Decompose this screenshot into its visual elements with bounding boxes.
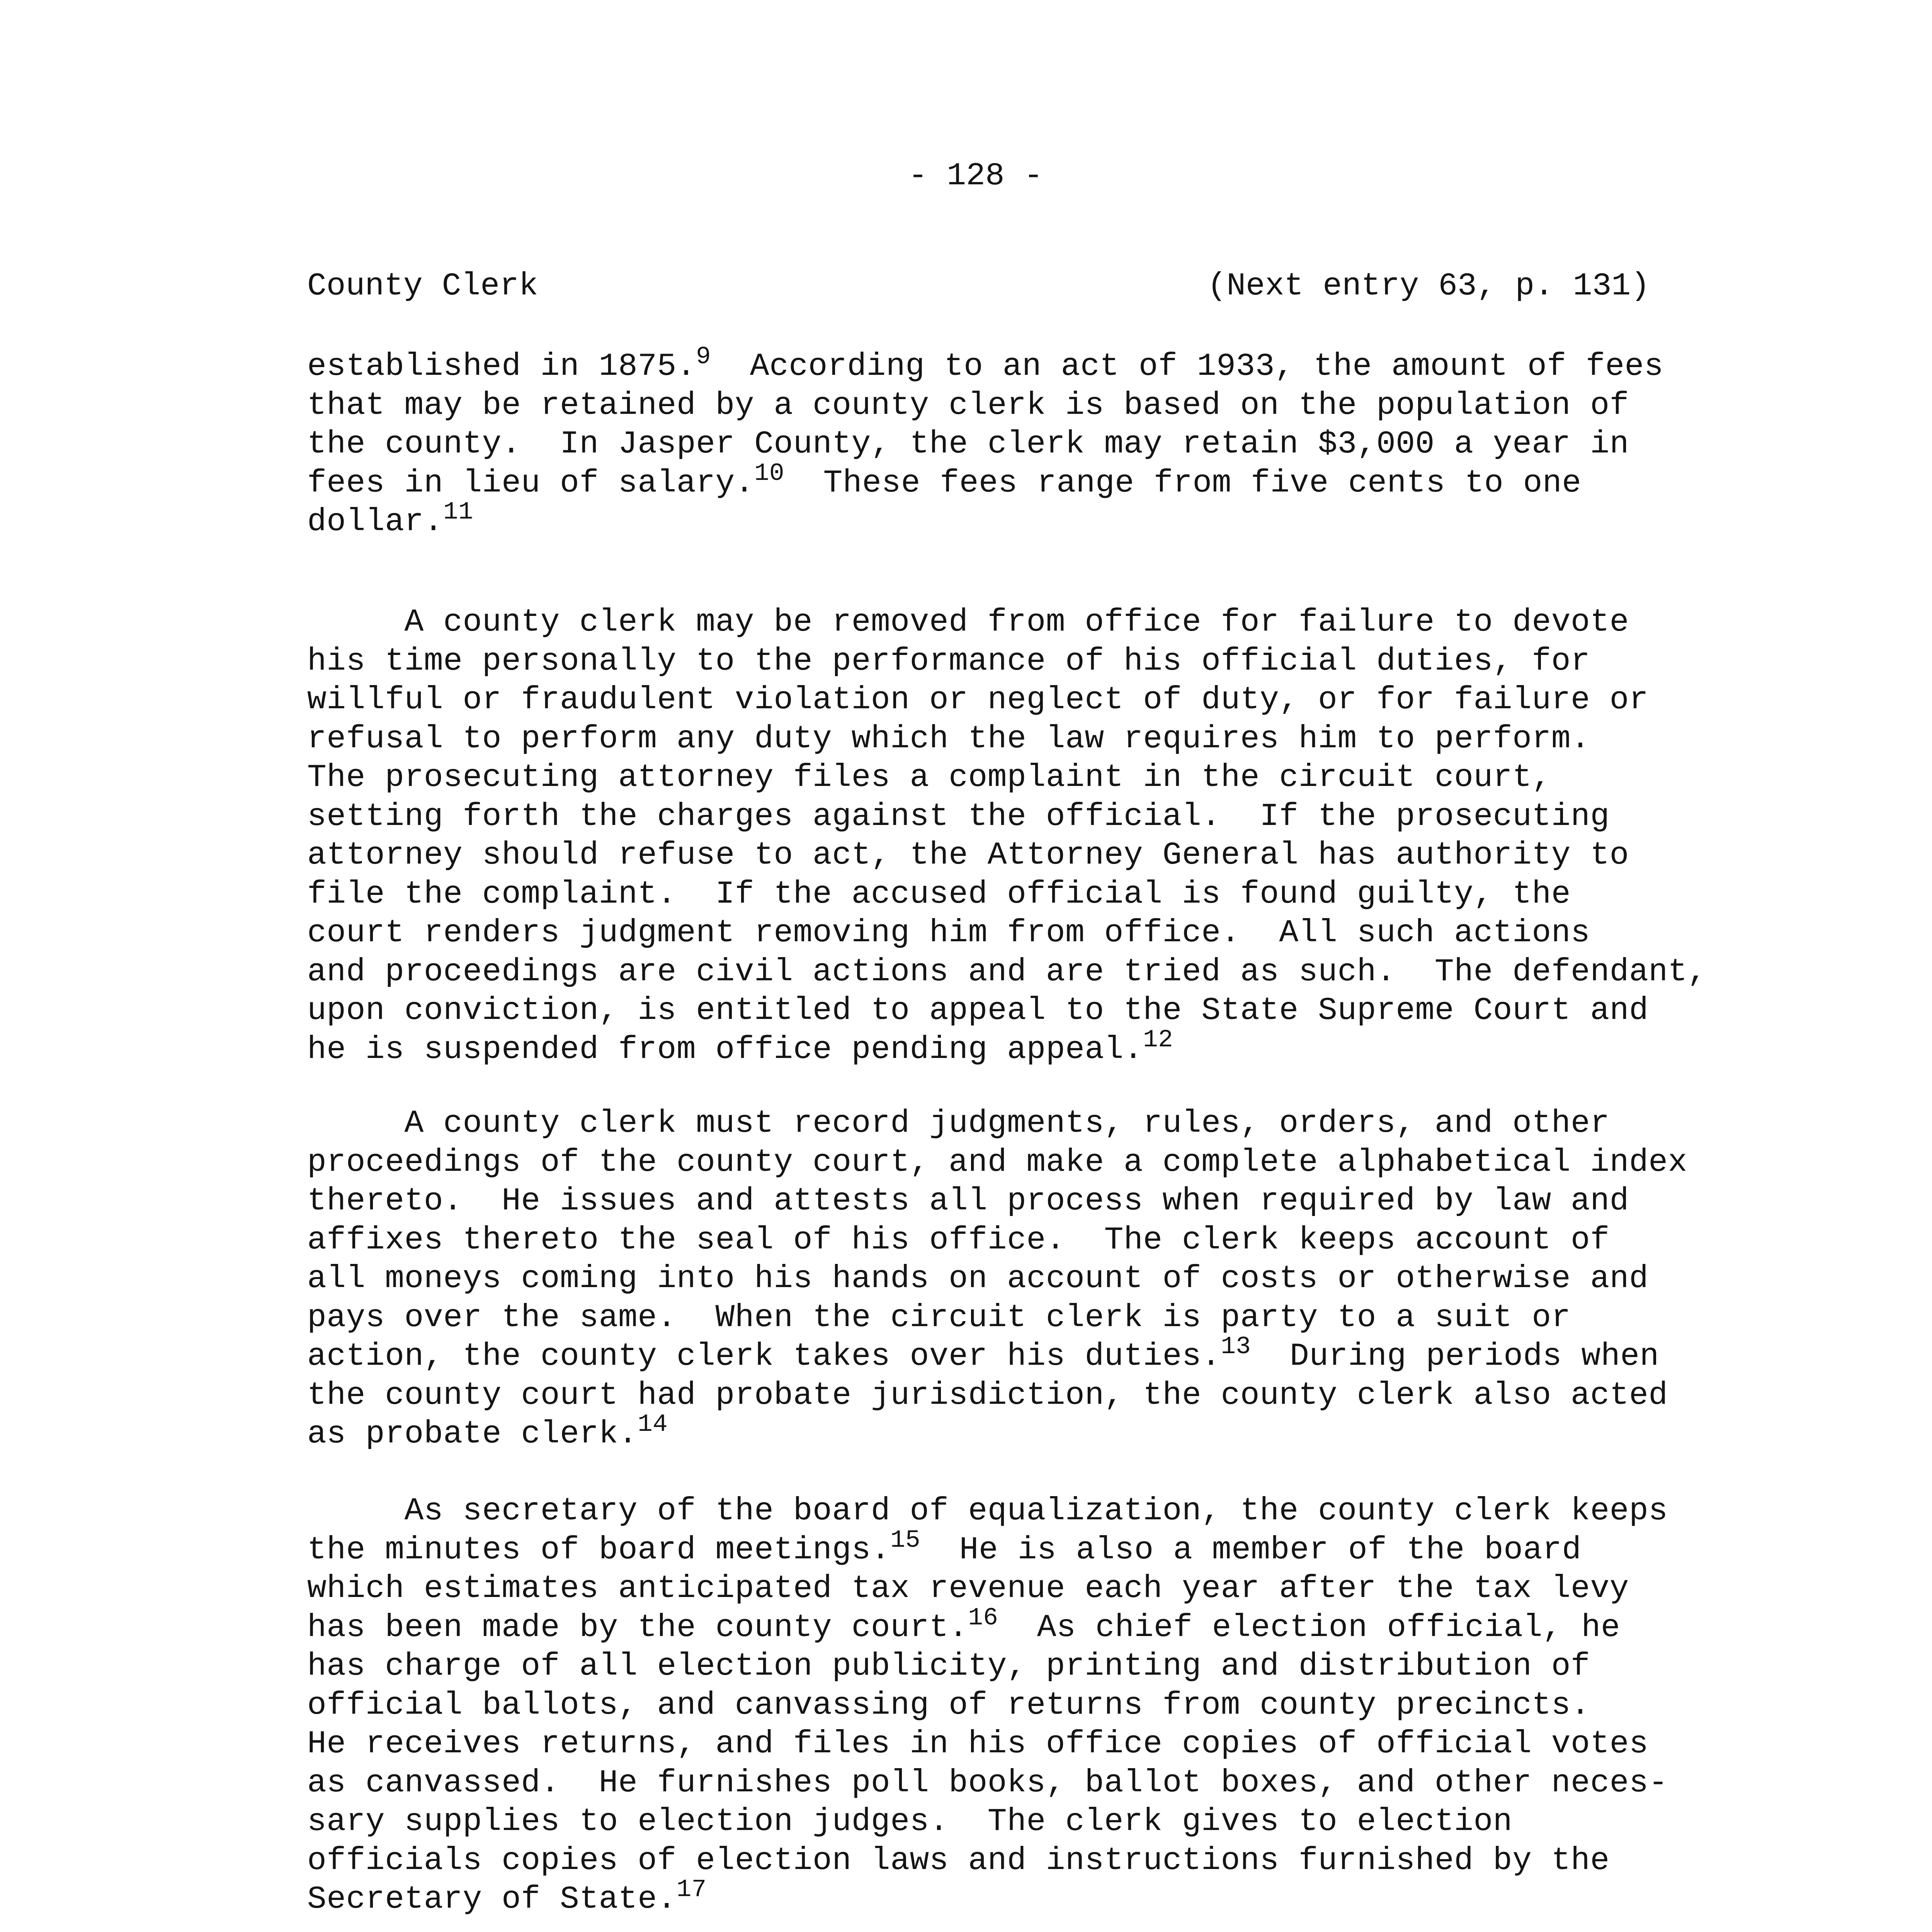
body-line: [307, 952, 1707, 991]
text-run: The prosecuting attorney files a complaint in the circuit court,: [307, 759, 1551, 796]
body-line: [307, 1841, 1610, 1880]
body-line: [307, 1182, 1629, 1220]
body-line: [307, 680, 1648, 719]
body-line: [307, 1686, 1590, 1725]
body-line: [307, 1104, 1610, 1143]
body-line: [307, 343, 1664, 386]
body-line: [307, 1492, 1668, 1530]
text-run: has been made by the county court.: [307, 1609, 968, 1646]
text-run: as probate clerk.: [307, 1416, 638, 1452]
body-line: [307, 836, 1629, 874]
text-run: setting forth the charges against the official. If the prosecuting: [307, 798, 1610, 835]
text-run: As chief election official, he: [998, 1609, 1621, 1646]
footnote-reference: 16: [968, 1604, 998, 1632]
body-line: [307, 875, 1571, 913]
text-run: and proceedings are civil actions and are tried as such. The defendant,: [307, 953, 1707, 990]
footnote-reference: 9: [696, 343, 711, 371]
text-run: thereto. He issues and attests all process when required by law and: [307, 1183, 1629, 1219]
text-run: official ballots, and canvassing of returns from county precincts.: [307, 1687, 1590, 1723]
body-line: [307, 1647, 1590, 1685]
body-line: [307, 1221, 1610, 1259]
body-line: [307, 1526, 1582, 1569]
footnote-reference: 14: [638, 1411, 668, 1439]
text-run: dollar.: [307, 503, 444, 540]
text-run: his time personally to the performance of his official duties, for: [307, 643, 1590, 679]
text-run: has charge of all election publicity, printing and distribution of: [307, 1648, 1590, 1684]
text-run: refusal to perform any duty which the law requires him to perform.: [307, 720, 1590, 757]
body-line: [307, 1725, 1648, 1763]
text-run: proceedings of the county court, and make a complete alphabetical index: [307, 1144, 1687, 1180]
text-run: upon conviction, is entitled to appeal to the State Supreme Court and: [307, 992, 1649, 1029]
text-run: affixes thereto the seal of his office. The clerk keeps account of: [307, 1221, 1610, 1258]
text-run: the minutes of board meetings.: [307, 1531, 891, 1568]
text-run: Secretary of State.: [307, 1881, 677, 1917]
text-run: attorney should refuse to act, the Attorney General has authority to: [307, 837, 1629, 873]
page-number: - 128 -: [908, 158, 1043, 194]
body-line: [307, 459, 1582, 502]
text-run: as canvassed. He furnishes poll books, ballot boxes, and other neces-: [307, 1764, 1668, 1801]
text-run: officials copies of election laws and instructions furnished by the: [307, 1842, 1610, 1879]
text-run: file the complaint. If the accused official is found guilty, the: [307, 876, 1571, 912]
body-line: [307, 603, 1629, 641]
text-run: he is suspended from office pending appeal.: [307, 1031, 1143, 1068]
body-line: [307, 1333, 1659, 1376]
body-line: [307, 1298, 1571, 1337]
text-run: He is also a member of the board: [920, 1531, 1582, 1568]
body-line: [307, 425, 1629, 463]
cross-reference: (Next entry 63, p. 131): [1207, 268, 1650, 304]
text-run: all moneys coming into his hands on account of costs or otherwise and: [307, 1260, 1649, 1297]
text-run: A county clerk must record judgments, rules, orders, and other: [307, 1105, 1610, 1141]
text-run: which estimates anticipated tax revenue each year after the tax levy: [307, 1570, 1629, 1607]
text-run: fees in lieu of salary.: [307, 464, 755, 501]
body-line: [307, 913, 1590, 952]
text-run: willful or fraudulent violation or neglect of duty, or for failure or: [307, 682, 1649, 718]
text-run: that may be retained by a county clerk is based on the population of: [307, 387, 1629, 423]
text-run: established in 1875.: [307, 348, 696, 384]
text-run: As secretary of the board of equalization, the county clerk keeps: [307, 1493, 1668, 1529]
text-run: During periods when: [1251, 1338, 1659, 1374]
footnote-reference: 10: [754, 459, 784, 488]
body-line: [307, 1876, 707, 1918]
text-run: pays over the same. When the circuit clerk is party to a suit or: [307, 1299, 1571, 1336]
footnote-reference: 17: [676, 1876, 707, 1904]
text-run: the county. In Jasper County, the clerk may retain $3,000 a year in: [307, 426, 1629, 462]
body-line: [307, 1764, 1668, 1802]
text-run: sary supplies to election judges. The clerk gives to election: [307, 1803, 1513, 1840]
body-line: [307, 1569, 1629, 1608]
body-line: [307, 1376, 1668, 1415]
body-line: [307, 1411, 668, 1453]
footnote-reference: 15: [890, 1526, 921, 1554]
body-line: [307, 991, 1648, 1030]
body-line: [307, 386, 1629, 425]
body-line: [307, 1259, 1648, 1298]
text-run: action, the county clerk takes over his duties.: [307, 1338, 1221, 1374]
body-line: [307, 797, 1610, 836]
footnote-reference: 13: [1221, 1333, 1251, 1361]
section-title: County Clerk: [307, 268, 538, 304]
footnote-reference: 12: [1143, 1026, 1173, 1054]
body-line: [307, 1143, 1687, 1182]
text-run: These fees range from five cents to one: [784, 464, 1582, 501]
footnote-reference: 11: [443, 498, 473, 526]
body-line: [307, 1604, 1621, 1647]
body-line: [307, 642, 1590, 680]
text-run: A county clerk may be removed from office for failure to devote: [307, 604, 1629, 640]
text-run: He receives returns, and files in his office copies of official votes: [307, 1726, 1649, 1762]
body-line: [307, 1802, 1512, 1841]
body-line: [307, 1026, 1173, 1069]
text-run: According to an act of 1933, the amount of fees: [711, 348, 1664, 384]
text-run: the county court had probate jurisdiction, the county clerk also acted: [307, 1377, 1668, 1413]
text-run: court renders judgment removing him from office. All such actions: [307, 915, 1590, 951]
body-line: [307, 498, 473, 541]
body-line: [307, 758, 1551, 797]
body-line: [307, 719, 1590, 758]
